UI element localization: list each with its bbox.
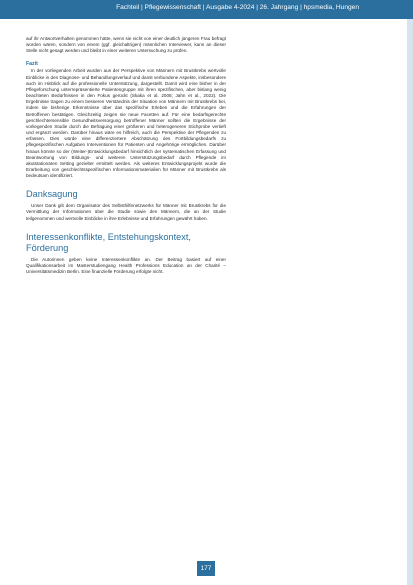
danksagung-paragraph: Unser Dank gilt dem Organisator des Selbsthilfenetzwerks für Männer mit Brustkrebs für die Vermittlung der Informationen über die Studie sowie den Männern, die an der Studie teilgenommen und wertvolle Einblicke in ihre Erlebnisse und Erfahrungen gewährt haben. [26,203,226,221]
interessen-heading: Interessenkonflikte, Entstehungskontext, Förderung [26,231,191,253]
danksagung-heading: Danksagung [26,189,78,200]
page-number: 177 [197,561,215,576]
fazit-heading: Fazit [26,61,38,68]
journal-header-text: Fachteil | Pflegewissenschaft | Ausgabe 4-2024 | 26. Jahrgang | hpsmedia, Hungen [116,4,359,11]
journal-header-bar [0,0,413,19]
intro-paragraph: auf ihr Antwortverhalten genommen hätte, wenn sie nicht von einer deutlich jüngeren Frau befragt worden wären, sondern von einem (ggf. gleichaltrigen) männlichen Interviewer, kann an dieser Stelle nicht gesagt werden und bleibt in einer weiteren Untersuchung zu prüfen. [26,36,226,54]
interessen-paragraph: Die Autorinnen geben keine Interessenkonflikte an. Der Beitrag basiert auf einer Qualifikationsarbeit im Masterstudiengang Health Professions Education an der Charité – Universitätsmedizin Berlin. Eine finanzielle Förderung erfolgte nicht. [26,256,226,275]
side-stripe [407,19,413,585]
fazit-paragraph: In der vorliegenden Arbeit wurden aus der Perspektive von Männern mit Brustkrebs wertvolle Einblicke in den Diagnose- und Behandlungsverlauf und damit verbundene Aspekte, insbesondere auch im Hinblick auf die professionelle Unterstützung, dargestellt. Damit wird eine bisher in der Pflegeforschung unterrepräsentierte Patientengruppe mit ihren spezifischen, aber bislang wenig beachteten Bedürfnissen in den Fokus gerückt (Skaka et al. 2008; Jahn et al., 2022). Die Ergebnisse tragen zu einem besseren Verständnis der Situation von Männern mit Brustkrebs bei, indem sie bisherige Erkenntnisse über das spezifische Erleben und die Erfahrungen der Betroffenen bestätigen. Gleichzeitig zeigen sie neue Facetten auf. Für eine bedarfsgerechte geschlechtersensible Gesundheitsversorgung betroffener Männer sollten die Ergebnisse der vorliegenden Studie durch die Befragung einer größeren und heterogeneren Stichprobe vertieft und ergänzt werden. Darüber hinaus wäre es hilfreich, auch die Perspektive der Pflegenden zu erfassen. Dies würde eine differenziertere Abschätzung des Fortbildungsbedarfs zu pflegespezifischen Aufgaben Interventionen für Patienten und Angehörige ermöglichen. Darüber hinaus könnte so der (Weiter-)Entwicklungsbedarf hinsichtlich der systematischen Erfassung und Beantwortung von Bildungs- und weiteren Unterstützungsbedarf durch Pflegende im akutstationären Setting gezielter ermittelt werden. Als weiteres Entwicklungsprojekt wurde die Erarbeitung von geschlechtsspezifischen Informationsmaterialien für Männer mit Brustkrebs als bedeutsam identifiziert. [26,68,226,179]
article-column [26,36,226,275]
